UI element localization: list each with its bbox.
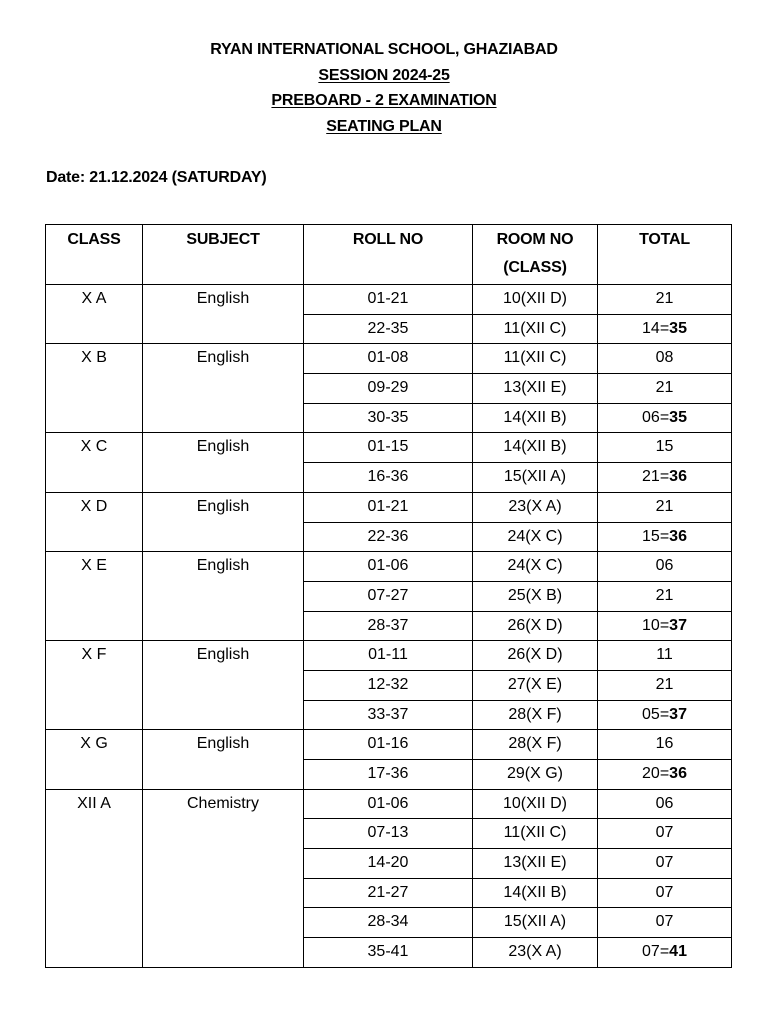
class-cell: X G — [46, 730, 143, 789]
class-total: 36 — [669, 765, 687, 782]
header-roll-no: ROLL NO — [304, 225, 473, 285]
class-cell: X B — [46, 344, 143, 433]
roll-no-cell: 01-21 — [304, 492, 473, 522]
room-no-cell: 25(X B) — [473, 581, 598, 611]
total-cell — [598, 730, 732, 760]
roll-no-cell: 28-34 — [304, 908, 473, 938]
subject-cell: English — [143, 552, 304, 641]
room-count: 05= — [642, 705, 670, 723]
room-count: 21= — [642, 468, 670, 486]
room-count: 07= — [642, 943, 670, 961]
roll-no-cell: 12-32 — [304, 670, 473, 700]
room-no-cell: 23(X A) — [473, 492, 598, 522]
room-count: 07 — [655, 913, 674, 931]
total-cell — [598, 789, 732, 819]
total-cell — [598, 878, 732, 908]
total-cell — [598, 849, 732, 879]
table-row — [46, 492, 732, 522]
subject-cell: English — [143, 492, 304, 551]
roll-no-cell: 01-06 — [304, 789, 473, 819]
room-count: 16 — [655, 735, 674, 753]
exam-date: Date: 21.12.2024 (SATURDAY) — [46, 169, 267, 186]
roll-no-cell: 01-15 — [304, 433, 473, 463]
table-row — [46, 433, 732, 463]
room-no-cell: 10(XII D) — [473, 285, 598, 315]
roll-no-cell: 21-27 — [304, 878, 473, 908]
room-no-cell: 13(XII E) — [473, 374, 598, 404]
total-cell — [598, 314, 732, 344]
class-total: 37 — [669, 616, 687, 634]
total-cell — [598, 374, 732, 404]
total-cell — [598, 641, 732, 671]
roll-no-cell: 22-35 — [304, 314, 473, 344]
total-cell — [598, 344, 732, 374]
header-room-no — [473, 225, 598, 285]
school-name: RYAN INTERNATIONAL SCHOOL, GHAZIABAD — [210, 41, 558, 58]
total-cell — [598, 552, 732, 582]
room-no-cell: 26(X D) — [473, 641, 598, 671]
roll-no-cell: 01-06 — [304, 552, 473, 582]
table-body — [46, 285, 732, 968]
class-cell: X A — [46, 285, 143, 344]
roll-no-cell: 33-37 — [304, 700, 473, 730]
room-no-cell: 10(XII D) — [473, 789, 598, 819]
roll-no-cell: 09-29 — [304, 374, 473, 404]
roll-no-cell: 01-21 — [304, 285, 473, 315]
roll-no-cell: 35-41 — [304, 938, 473, 968]
room-no-cell: 14(XII B) — [473, 433, 598, 463]
room-no-cell: 13(XII E) — [473, 849, 598, 879]
total-cell — [598, 908, 732, 938]
room-no-cell: 28(X F) — [473, 730, 598, 760]
room-count: 20= — [642, 765, 670, 782]
room-count: 14= — [642, 319, 670, 337]
room-count: 21 — [655, 379, 674, 397]
roll-no-cell: 16-36 — [304, 463, 473, 493]
subject-cell: Chemistry — [143, 789, 304, 967]
room-count: 11 — [656, 646, 673, 664]
plan-title: SEATING PLAN — [326, 118, 442, 136]
room-no-cell: 11(XII C) — [473, 819, 598, 849]
roll-no-cell: 07-27 — [304, 581, 473, 611]
roll-no-cell: 01-16 — [304, 730, 473, 760]
header-subject: SUBJECT — [143, 225, 304, 285]
table-row — [46, 285, 732, 315]
room-no-cell: 15(XII A) — [473, 908, 598, 938]
room-no-cell: 26(X D) — [473, 611, 598, 641]
room-no-cell: 11(XII C) — [473, 314, 598, 344]
total-cell — [598, 285, 732, 315]
total-cell — [598, 492, 732, 522]
roll-no-cell: 17-36 — [304, 760, 473, 790]
room-count: 21 — [655, 586, 674, 604]
class-cell: X C — [46, 433, 143, 492]
room-no-cell: 23(X A) — [473, 938, 598, 968]
room-no-cell: 28(X F) — [473, 700, 598, 730]
seating-plan-table — [45, 224, 732, 968]
room-no-cell: 14(XII B) — [473, 878, 598, 908]
session-title: SESSION 2024-25 — [318, 66, 450, 84]
table-row — [46, 730, 732, 760]
roll-no-cell: 28-37 — [304, 611, 473, 641]
subject-cell: English — [143, 433, 304, 492]
table-row — [46, 641, 732, 671]
room-count: 07 — [655, 854, 674, 872]
subject-cell: English — [143, 285, 304, 344]
total-cell — [598, 938, 732, 968]
total-cell — [598, 463, 732, 493]
class-cell: X F — [46, 641, 143, 730]
room-count: 21 — [655, 675, 674, 693]
room-no-cell: 24(X C) — [473, 522, 598, 552]
room-no-cell: 14(XII B) — [473, 403, 598, 433]
room-count: 06 — [655, 557, 674, 575]
roll-no-cell: 01-11 — [304, 641, 473, 671]
room-count: 15= — [642, 527, 670, 545]
roll-no-cell: 22-36 — [304, 522, 473, 552]
room-count: 07 — [655, 824, 674, 842]
table-row — [46, 552, 732, 582]
class-total: 37 — [669, 705, 687, 723]
roll-no-cell: 01-08 — [304, 344, 473, 374]
total-cell — [598, 670, 732, 700]
room-count: 21 — [655, 497, 674, 515]
total-cell — [598, 581, 732, 611]
class-total: 35 — [669, 408, 687, 426]
class-cell: X D — [46, 492, 143, 551]
total-cell — [598, 611, 732, 641]
subject-cell: English — [143, 344, 304, 433]
class-total: 35 — [669, 319, 687, 337]
total-cell — [598, 700, 732, 730]
class-total: 36 — [669, 527, 687, 545]
class-cell: XII A — [46, 789, 143, 967]
subject-cell: English — [143, 730, 304, 789]
table-row — [46, 789, 732, 819]
header-room-no-sub: (CLASS) — [503, 259, 567, 276]
total-cell — [598, 403, 732, 433]
header-room-no-label: ROOM NO — [496, 231, 574, 248]
class-total: 36 — [669, 468, 687, 486]
room-no-cell: 15(XII A) — [473, 463, 598, 493]
table-header-row — [46, 225, 732, 285]
total-cell — [598, 819, 732, 849]
table-row — [46, 344, 732, 374]
exam-title: PREBOARD - 2 EXAMINATION — [271, 92, 497, 110]
subject-cell: English — [143, 641, 304, 730]
room-count: 08 — [655, 349, 674, 367]
class-cell: X E — [46, 552, 143, 641]
roll-no-cell: 30-35 — [304, 403, 473, 433]
room-count: 06 — [655, 794, 674, 812]
total-cell — [598, 522, 732, 552]
room-count: 10= — [642, 616, 670, 634]
room-no-cell: 11(XII C) — [473, 344, 598, 374]
room-count: 07 — [655, 883, 674, 901]
roll-no-cell: 14-20 — [304, 849, 473, 879]
total-cell — [598, 433, 732, 463]
room-count: 06= — [642, 408, 670, 426]
room-no-cell: 24(X C) — [473, 552, 598, 582]
room-count: 15 — [655, 438, 674, 456]
room-no-cell: 27(X E) — [473, 670, 598, 700]
header-total: TOTAL — [598, 225, 732, 285]
header-class: CLASS — [46, 225, 143, 285]
room-no-cell: 29(X G) — [473, 760, 598, 790]
total-cell — [598, 760, 732, 790]
document-header — [0, 37, 768, 140]
roll-no-cell: 07-13 — [304, 819, 473, 849]
class-total: 41 — [669, 943, 687, 961]
room-count: 21 — [655, 290, 674, 307]
